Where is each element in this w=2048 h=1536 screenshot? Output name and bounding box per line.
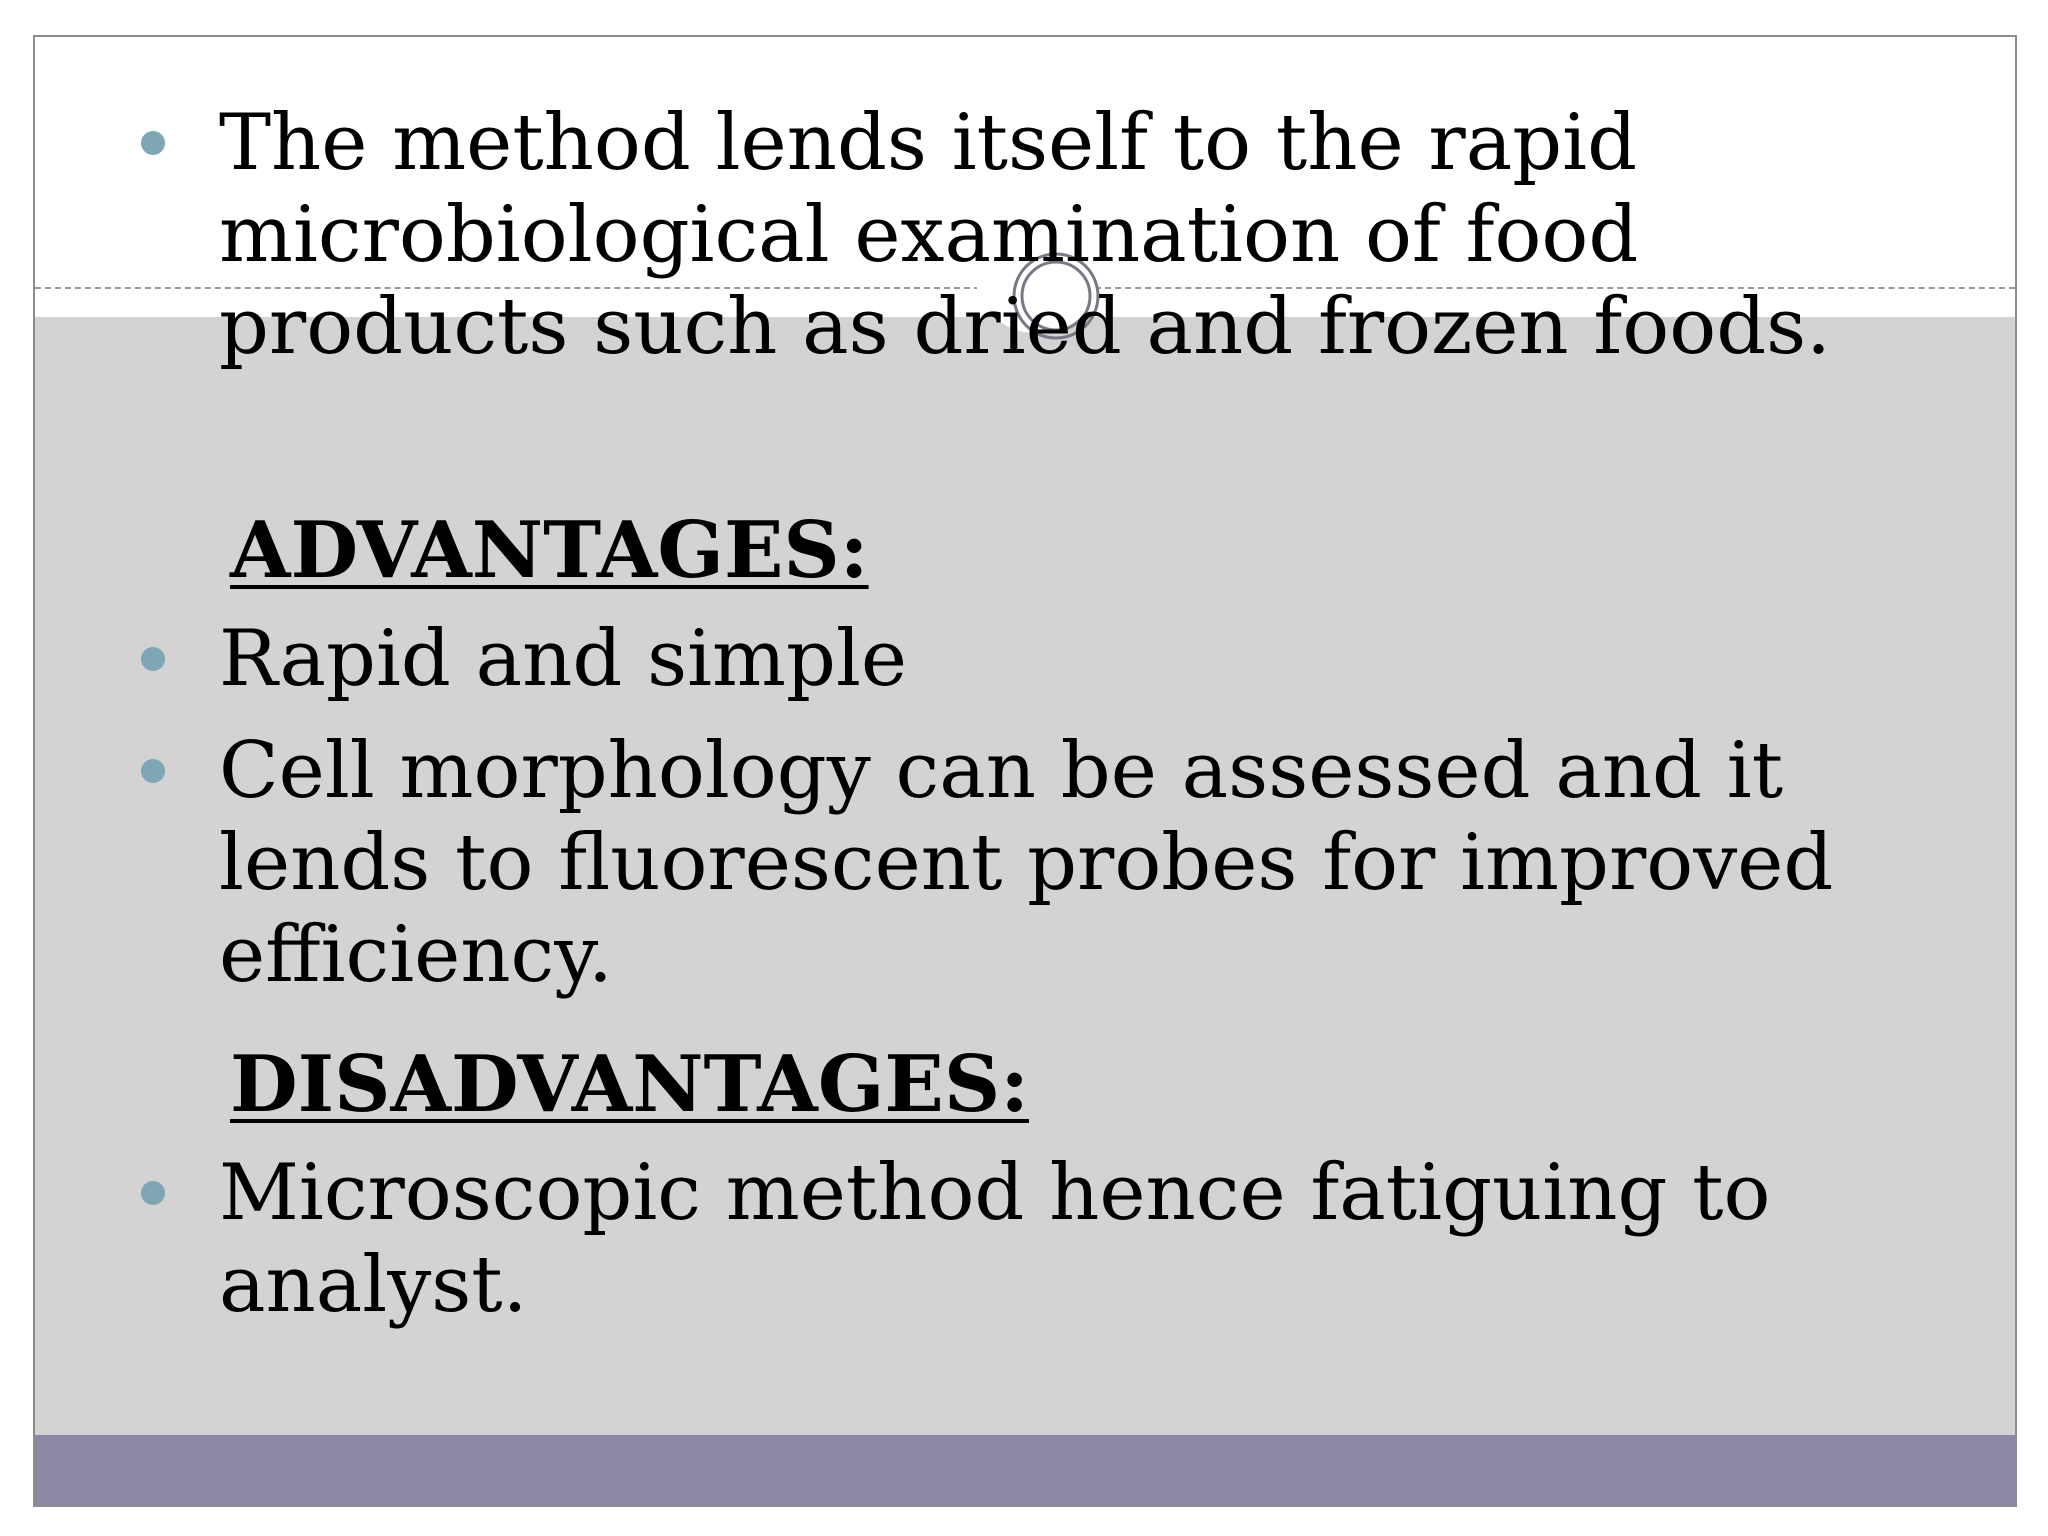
slide <box>33 35 2017 1507</box>
slide-text <box>35 37 2015 1505</box>
advantage-item-1 <box>131 613 1961 705</box>
advantages-heading: ADVANTAGES: <box>230 505 869 596</box>
disadvantage-item-1 <box>131 1147 1961 1331</box>
bullet-dot-icon <box>141 131 165 155</box>
advantage-item-text: Rapid and simple <box>219 614 908 704</box>
intro-bullet-text: The method lends itself to the rapid microbiological examination of food products such as dried and frozen foods. <box>219 98 1831 372</box>
bullet-dot-icon <box>141 759 165 783</box>
advantage-item-text: Cell morphology can be assessed and it lends to fluorescent probes for improved efficiency. <box>219 726 1834 1000</box>
bullet-dot-icon <box>141 1181 165 1205</box>
disadvantages-heading: DISADVANTAGES: <box>230 1039 1030 1130</box>
disadvantage-item-text: Microscopic method hence fatiguing to analyst. <box>219 1148 1771 1330</box>
bullet-dot-icon <box>141 647 165 671</box>
advantage-item-2 <box>131 725 1961 1001</box>
intro-bullet <box>131 97 1961 373</box>
